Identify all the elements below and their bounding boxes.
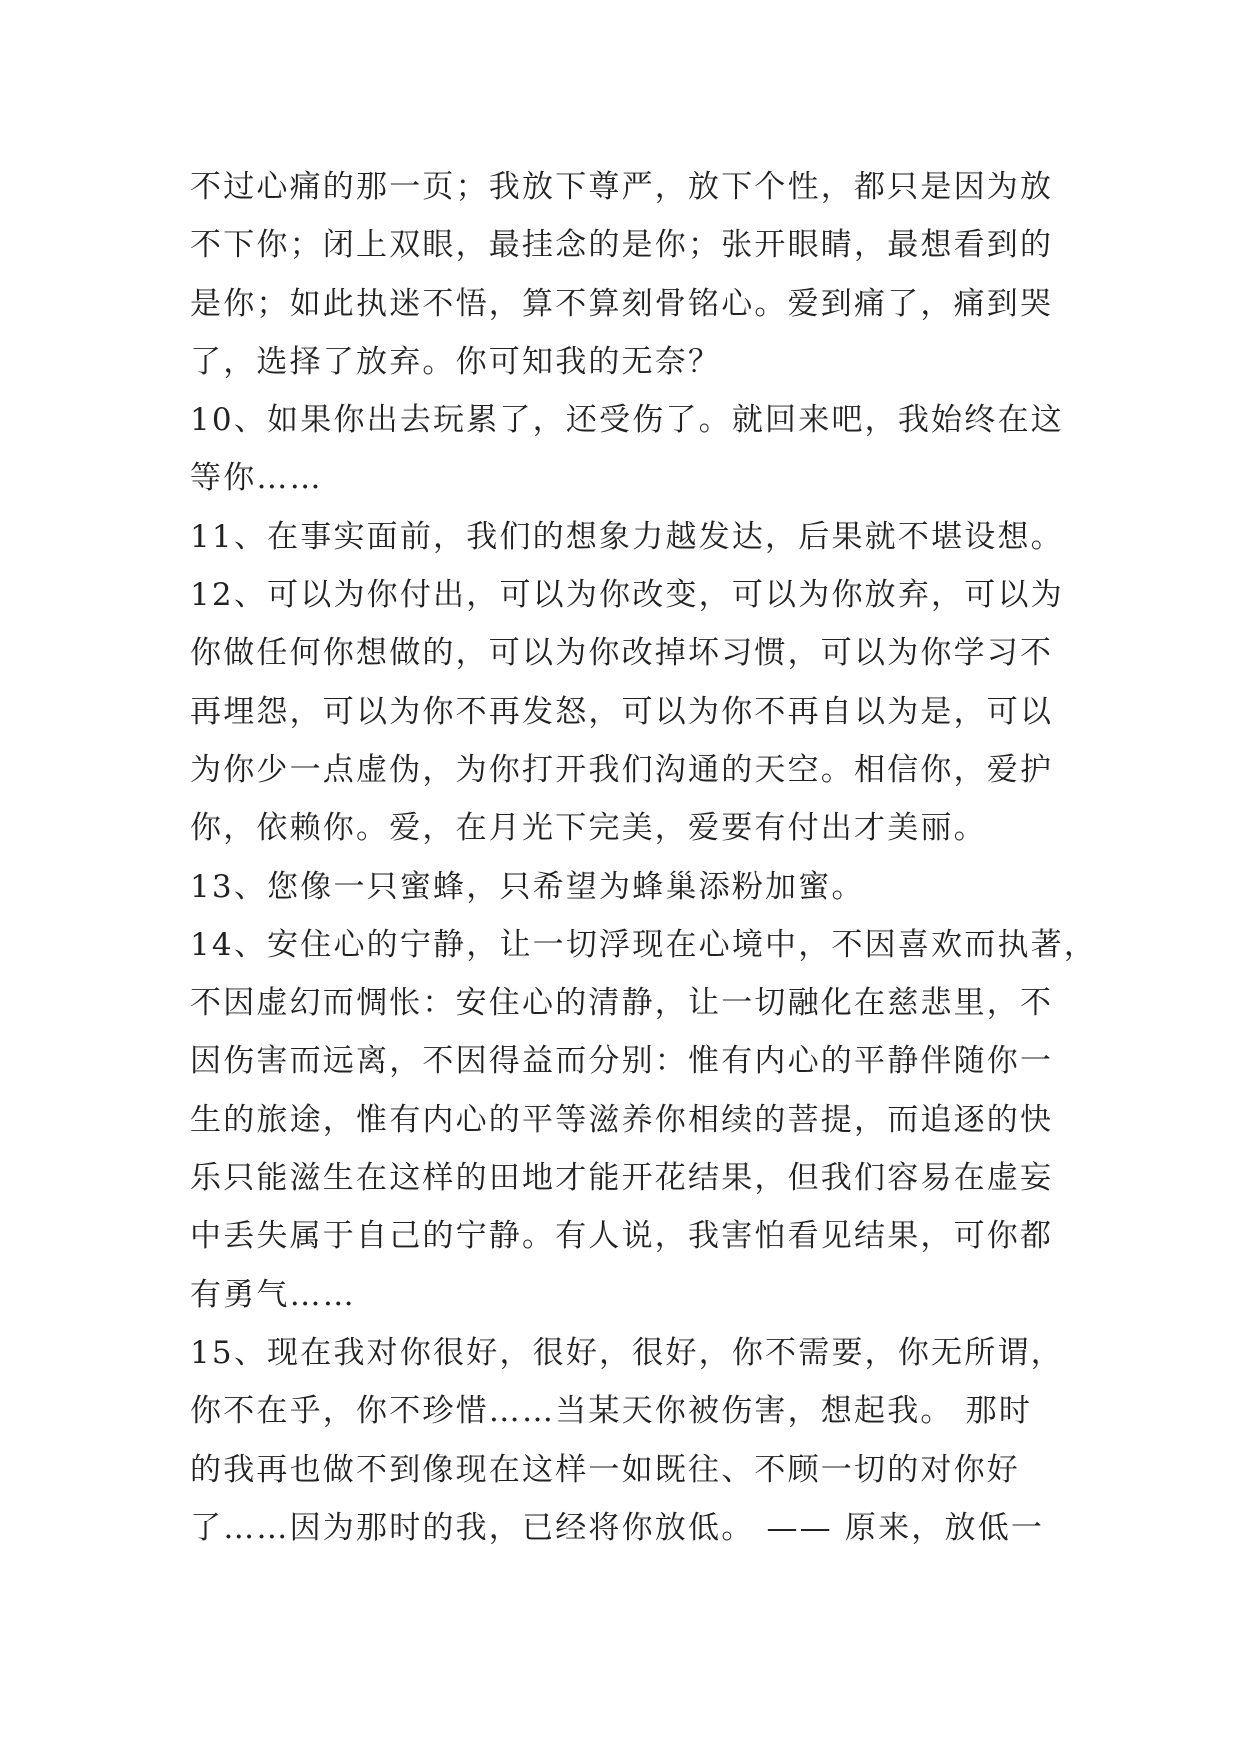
text-line: 再埋怨，可以为你不再发怒，可以为你不再自以为是，可以: [190, 693, 1054, 730]
text-line: 了，选择了放弃。你可知我的无奈？: [190, 343, 722, 380]
text-line: 生的旅途，惟有内心的平等滋养你相续的菩提，而追逐的快: [190, 1101, 1054, 1138]
text-line: 有勇气……: [190, 1276, 356, 1313]
text-line: 你不在乎，你不珍惜……当某天你被伤害，想起我。 那时: [190, 1393, 1033, 1430]
text-line: 你，依赖你。爱，在月光下完美，爱要有付出才美丽。: [190, 810, 987, 847]
text-line: 不过心痛的那一页；我放下尊严，放下个性，都只是因为放: [190, 169, 1054, 205]
text-line: 乐只能滋生在这样的田地才能开花结果，但我们容易在虚妄: [190, 1160, 1054, 1197]
text-line: 因伤害而远离，不因得益而分别：惟有内心的平静伴随你一: [190, 1043, 1054, 1080]
text-line: 12、可以为你付出，可以为你改变，可以为你放弃，可以为: [190, 577, 1064, 614]
text-line: 等你……: [190, 460, 323, 497]
text-line: 11、在事实面前，我们的想象力越发达，后果就不堪设想。: [190, 518, 1064, 555]
text-body: [190, 158, 1098, 1557]
text-line: 你做任何你想做的，可以为你改掉坏习惯，可以为你学习不: [190, 635, 1054, 672]
text-line: 为你少一点虚伪，为你打开我们沟通的天空。相信你，爱护: [190, 751, 1054, 788]
text-line: 14、安住心的宁静，让一切浮现在心境中，不因喜欢而执著，: [190, 926, 1098, 963]
text-line: 不因虚幻而惆怅：安住心的清静，让一切融化在慈悲里，不: [190, 985, 1054, 1022]
text-line: 了……因为那时的我，已经将你放低。 —— 原来，放低一: [190, 1509, 1045, 1546]
text-line: 15、现在我对你很好，很好，很好，你不需要，你无所谓，: [190, 1334, 1064, 1371]
text-line: 是你；如此执迷不悟，算不算刻骨铭心。爱到痛了，痛到哭: [190, 285, 1054, 322]
text-line: 10、如果你出去玩累了，还受伤了。就回来吧，我始终在这: [190, 402, 1064, 439]
text-line: 中丢失属于自己的宁静。有人说，我害怕看见结果，可你都: [190, 1218, 1054, 1255]
text-line: 13、您像一只蜜蜂，只希望为蜂巢添粉加蜜。: [190, 868, 865, 905]
text-line: 的我再也做不到像现在这样一如既往、不顾一切的对你好: [190, 1451, 1020, 1488]
text-line: 不下你；闭上双眼，最挂念的是你；张开眼睛，最想看到的: [190, 227, 1054, 264]
